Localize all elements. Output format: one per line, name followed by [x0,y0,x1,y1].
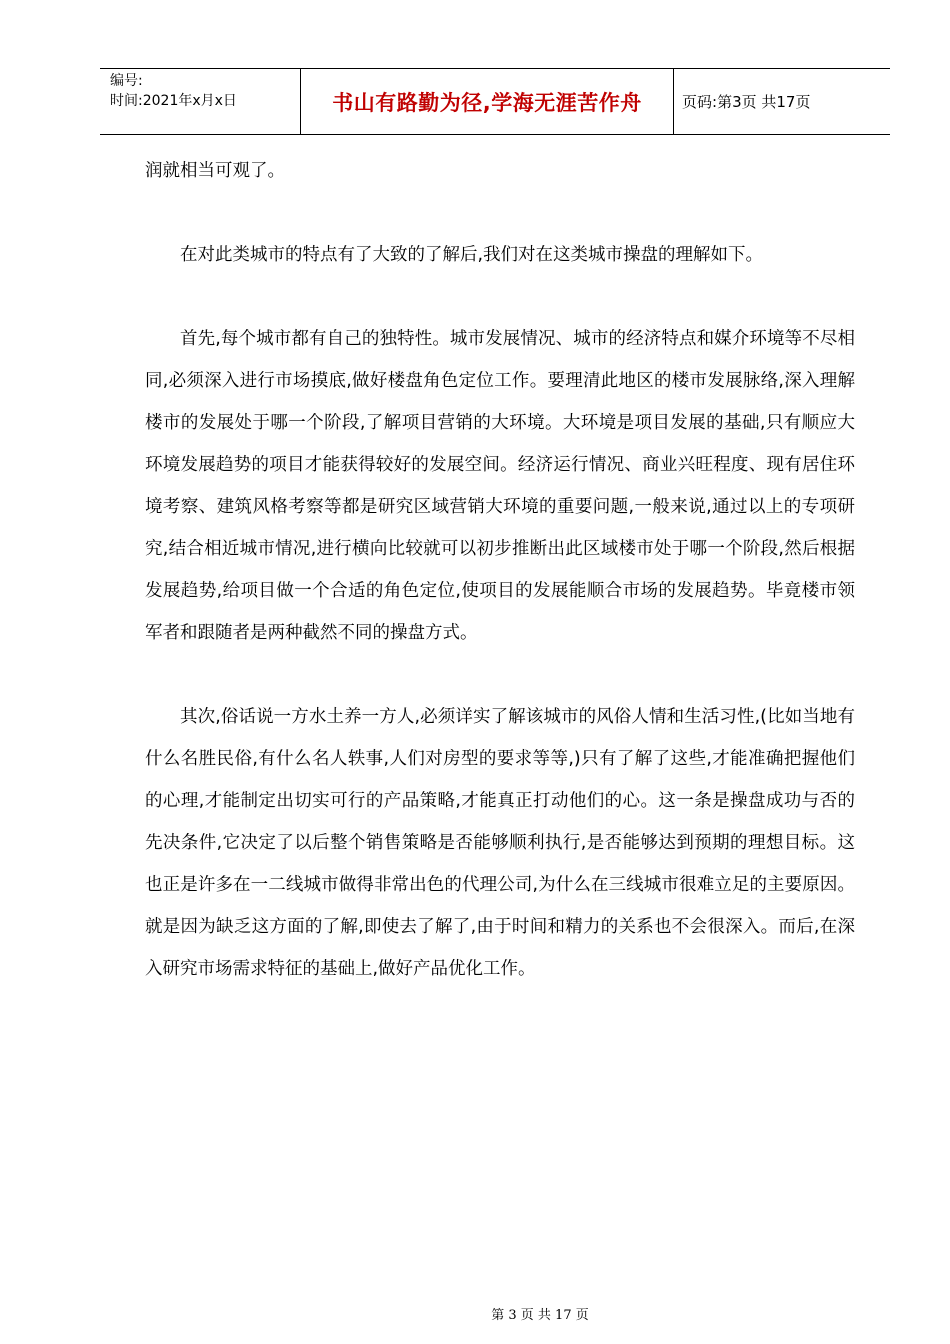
header-page-info [674,69,890,134]
page-total: 共17页 [761,93,811,111]
document-number-label: 编号: [110,73,143,89]
page-prefix: 页码: [682,93,718,111]
document-time-label: 时间:2021年x月x日 [110,93,237,109]
paragraph-intro: 在对此类城市的特点有了大致的了解后,我们对在这类城市操盘的理解如下。 [180,245,764,265]
paragraph-first-point: 首先,每个城市都有自己的独特性。城市发展情况、城市的经济特点和媒介环境等不尽相同,必须深入进行市场摸底,做好楼盘角色定位工作。要理清此地区的楼市发展脉络,深入理解楼市的发展处于哪一个阶段,了解项目营销的大环境。大环境是项目发展的基础,只有顺应大环境发展趋势的项目才能获得较好的发展空间。经济运行情况、商业兴旺程度、现有居住环境考察、建筑风格考察等都是研究区域营销大环境的重要问题,一般来说,通过以上的专项研究,结合相近城市情况,进行横向比较就可以初步推断出此区域楼市处于哪一个阶段,然后根据发展趋势,给项目做一个合适的角色定位,使项目的发展能顺合市场的发展趋势。毕竟楼市领军者和跟随者是两种截然不同的操盘方式。 [145,329,855,643]
document-body [145,150,855,990]
paragraph-continuation: 润就相当可观了。 [145,161,285,181]
header-meta-cell [100,69,301,134]
page-current: 第3页 [717,93,757,111]
page-footer: 第 3 页 共 17 页 [491,1308,589,1323]
page-header-table [100,68,890,135]
paragraph-second-point: 其次,俗话说一方水土养一方人,必须详实了解该城市的风俗人情和生活习性,(比如当地有什么名胜民俗,有什么名人轶事,人们对房型的要求等等,)只有了解了这些,才能准确把握他们的心理,才能制定出切实可行的产品策略,才能真正打动他们的心。这一条是操盘成功与否的先决条件,它决定了以后整个销售策略是否能够顺利执行,是否能够达到预期的理想目标。这也正是许多在一二线城市做得非常出色的代理公司,为什么在三线城市很难立足的主要原因。就是因为缺乏这方面的了解,即使去了解了,由于时间和精力的关系也不会很深入。而后,在深入研究市场需求特征的基础上,做好产品优化工作。 [145,707,855,979]
header-motto: 书山有路勤为径,学海无涯苦作舟 [301,69,674,134]
